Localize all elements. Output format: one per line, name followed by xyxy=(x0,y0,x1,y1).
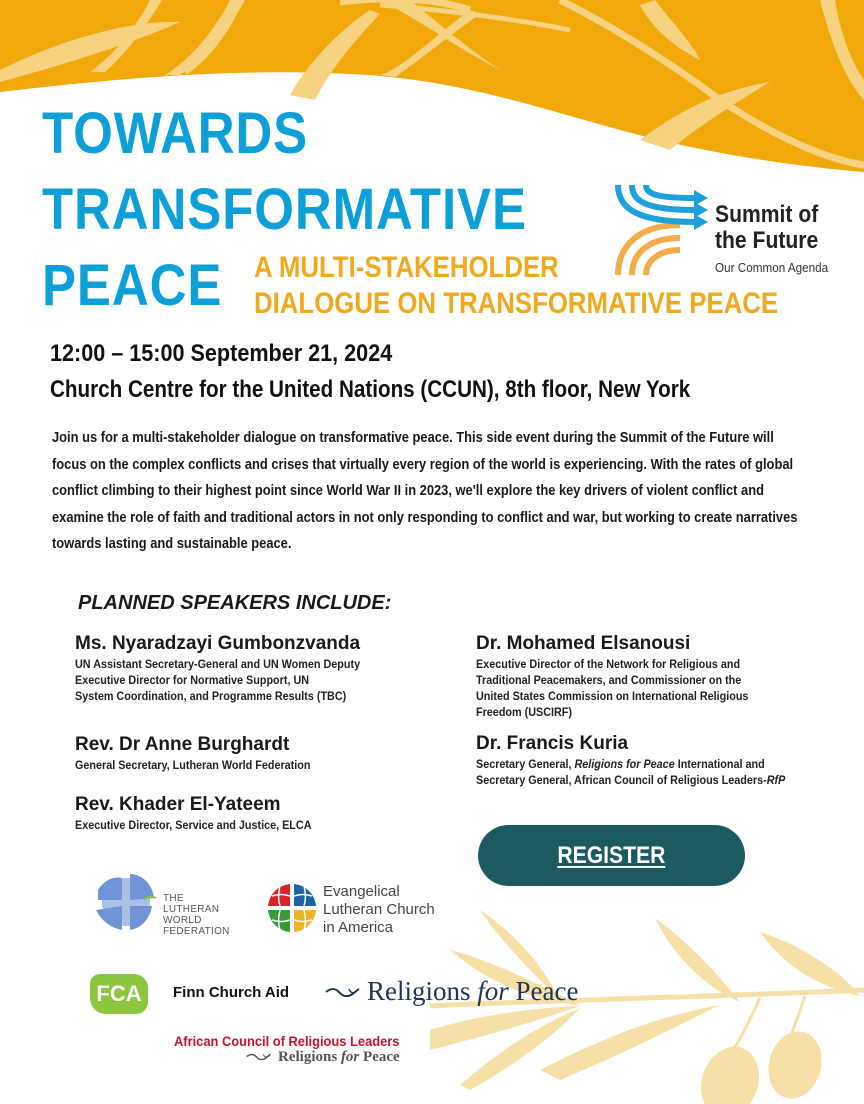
summit-arrows-icon xyxy=(610,180,720,280)
lutheran-world-federation-logo-icon xyxy=(94,870,158,934)
elca-logo-text: Evangelical Lutheran Church in America xyxy=(323,883,435,936)
religions-for-peace-logo: Religions for Peace xyxy=(325,976,578,1007)
speaker-name: Ms. Nyaradzayi Gumbonzvanda xyxy=(75,633,361,654)
acrl-logo-title: African Council of Religious Leaders xyxy=(174,1033,400,1049)
speaker-card xyxy=(75,733,337,773)
dove-swoosh-icon xyxy=(325,986,361,1002)
speakers-heading: PLANNED SPEAKERS INCLUDE: xyxy=(78,592,392,614)
speaker-role: Executive Director, Service and Justice, ELCA xyxy=(75,818,312,832)
speaker-role: Executive Director of the Network for Religious and Traditional Peacemakers, and Commissioner on the United States Commission on International Religious Freedom (USCIRF) xyxy=(476,657,749,719)
fca-logo-badge: FCA xyxy=(90,974,148,1014)
dove-swoosh-icon xyxy=(246,1052,272,1064)
speaker-card xyxy=(476,632,779,720)
register-label: REGISTER xyxy=(557,841,666,869)
subtitle-line-2: DIALOGUE ON TRANSFORMATIVE PEACE xyxy=(254,287,779,320)
speaker-role: UN Assistant Secretary-General and UN Women Deputy Executive Director for Normative Support, UN System Coordination, and Programme Results (TBC) xyxy=(75,657,361,703)
elca-cross-logo-icon xyxy=(266,882,318,934)
speaker-name: Rev. Dr Anne Burghardt xyxy=(75,734,290,755)
title-line-2: TRANSFORMATIVE xyxy=(42,177,527,242)
register-button[interactable] xyxy=(478,825,745,886)
summit-logo-tagline: Our Common Agenda xyxy=(715,260,829,275)
speaker-name: Dr. Francis Kuria xyxy=(476,733,629,754)
acrl-logo-subtitle: Religions for Peace xyxy=(246,1049,400,1066)
summit-of-the-future-logo xyxy=(610,180,860,280)
event-datetime: 12:00 – 15:00 September 21, 2024 xyxy=(50,340,393,367)
speaker-role: General Secretary, Lutheran World Federation xyxy=(75,758,311,772)
summit-logo-name: Summit of the Future xyxy=(715,201,819,254)
speaker-role: Secretary General, Religions for Peace International and Secretary General, African Council of Religious Leaders-RfP xyxy=(476,757,786,787)
title-line-1: TOWARDS xyxy=(42,101,309,166)
event-location: Church Centre for the United Nations (CCUN), 8th floor, New York xyxy=(50,376,691,403)
speaker-card xyxy=(476,732,820,788)
speaker-name: Rev. Khader El-Yateem xyxy=(75,794,281,815)
title-line-3: PEACE xyxy=(42,253,223,318)
subtitle-line-1: A MULTI-STAKEHOLDER xyxy=(254,251,559,284)
speaker-card xyxy=(75,793,338,833)
fca-logo-text: Finn Church Aid xyxy=(173,984,290,1001)
lwf-logo-text: THE LUTHERAN WORLD FEDERATION xyxy=(163,893,230,937)
event-description: Join us for a multi-stakeholder dialogue on transformative peace. This side event during the Summit of the Future will focus on the complex conflicts and crises that virtually every region of the world is experiencing. With the rates of global conflict climbing to their highest point since World War II in 2023, we'll explore the key drivers of violent conflict and examine the role of faith and traditional actors in not only responding to conflict and war, but working to create narratives towards lasting and sustainable peace. xyxy=(52,429,798,552)
speaker-name: Dr. Mohamed Elsanousi xyxy=(476,633,691,654)
speaker-card xyxy=(75,632,392,704)
